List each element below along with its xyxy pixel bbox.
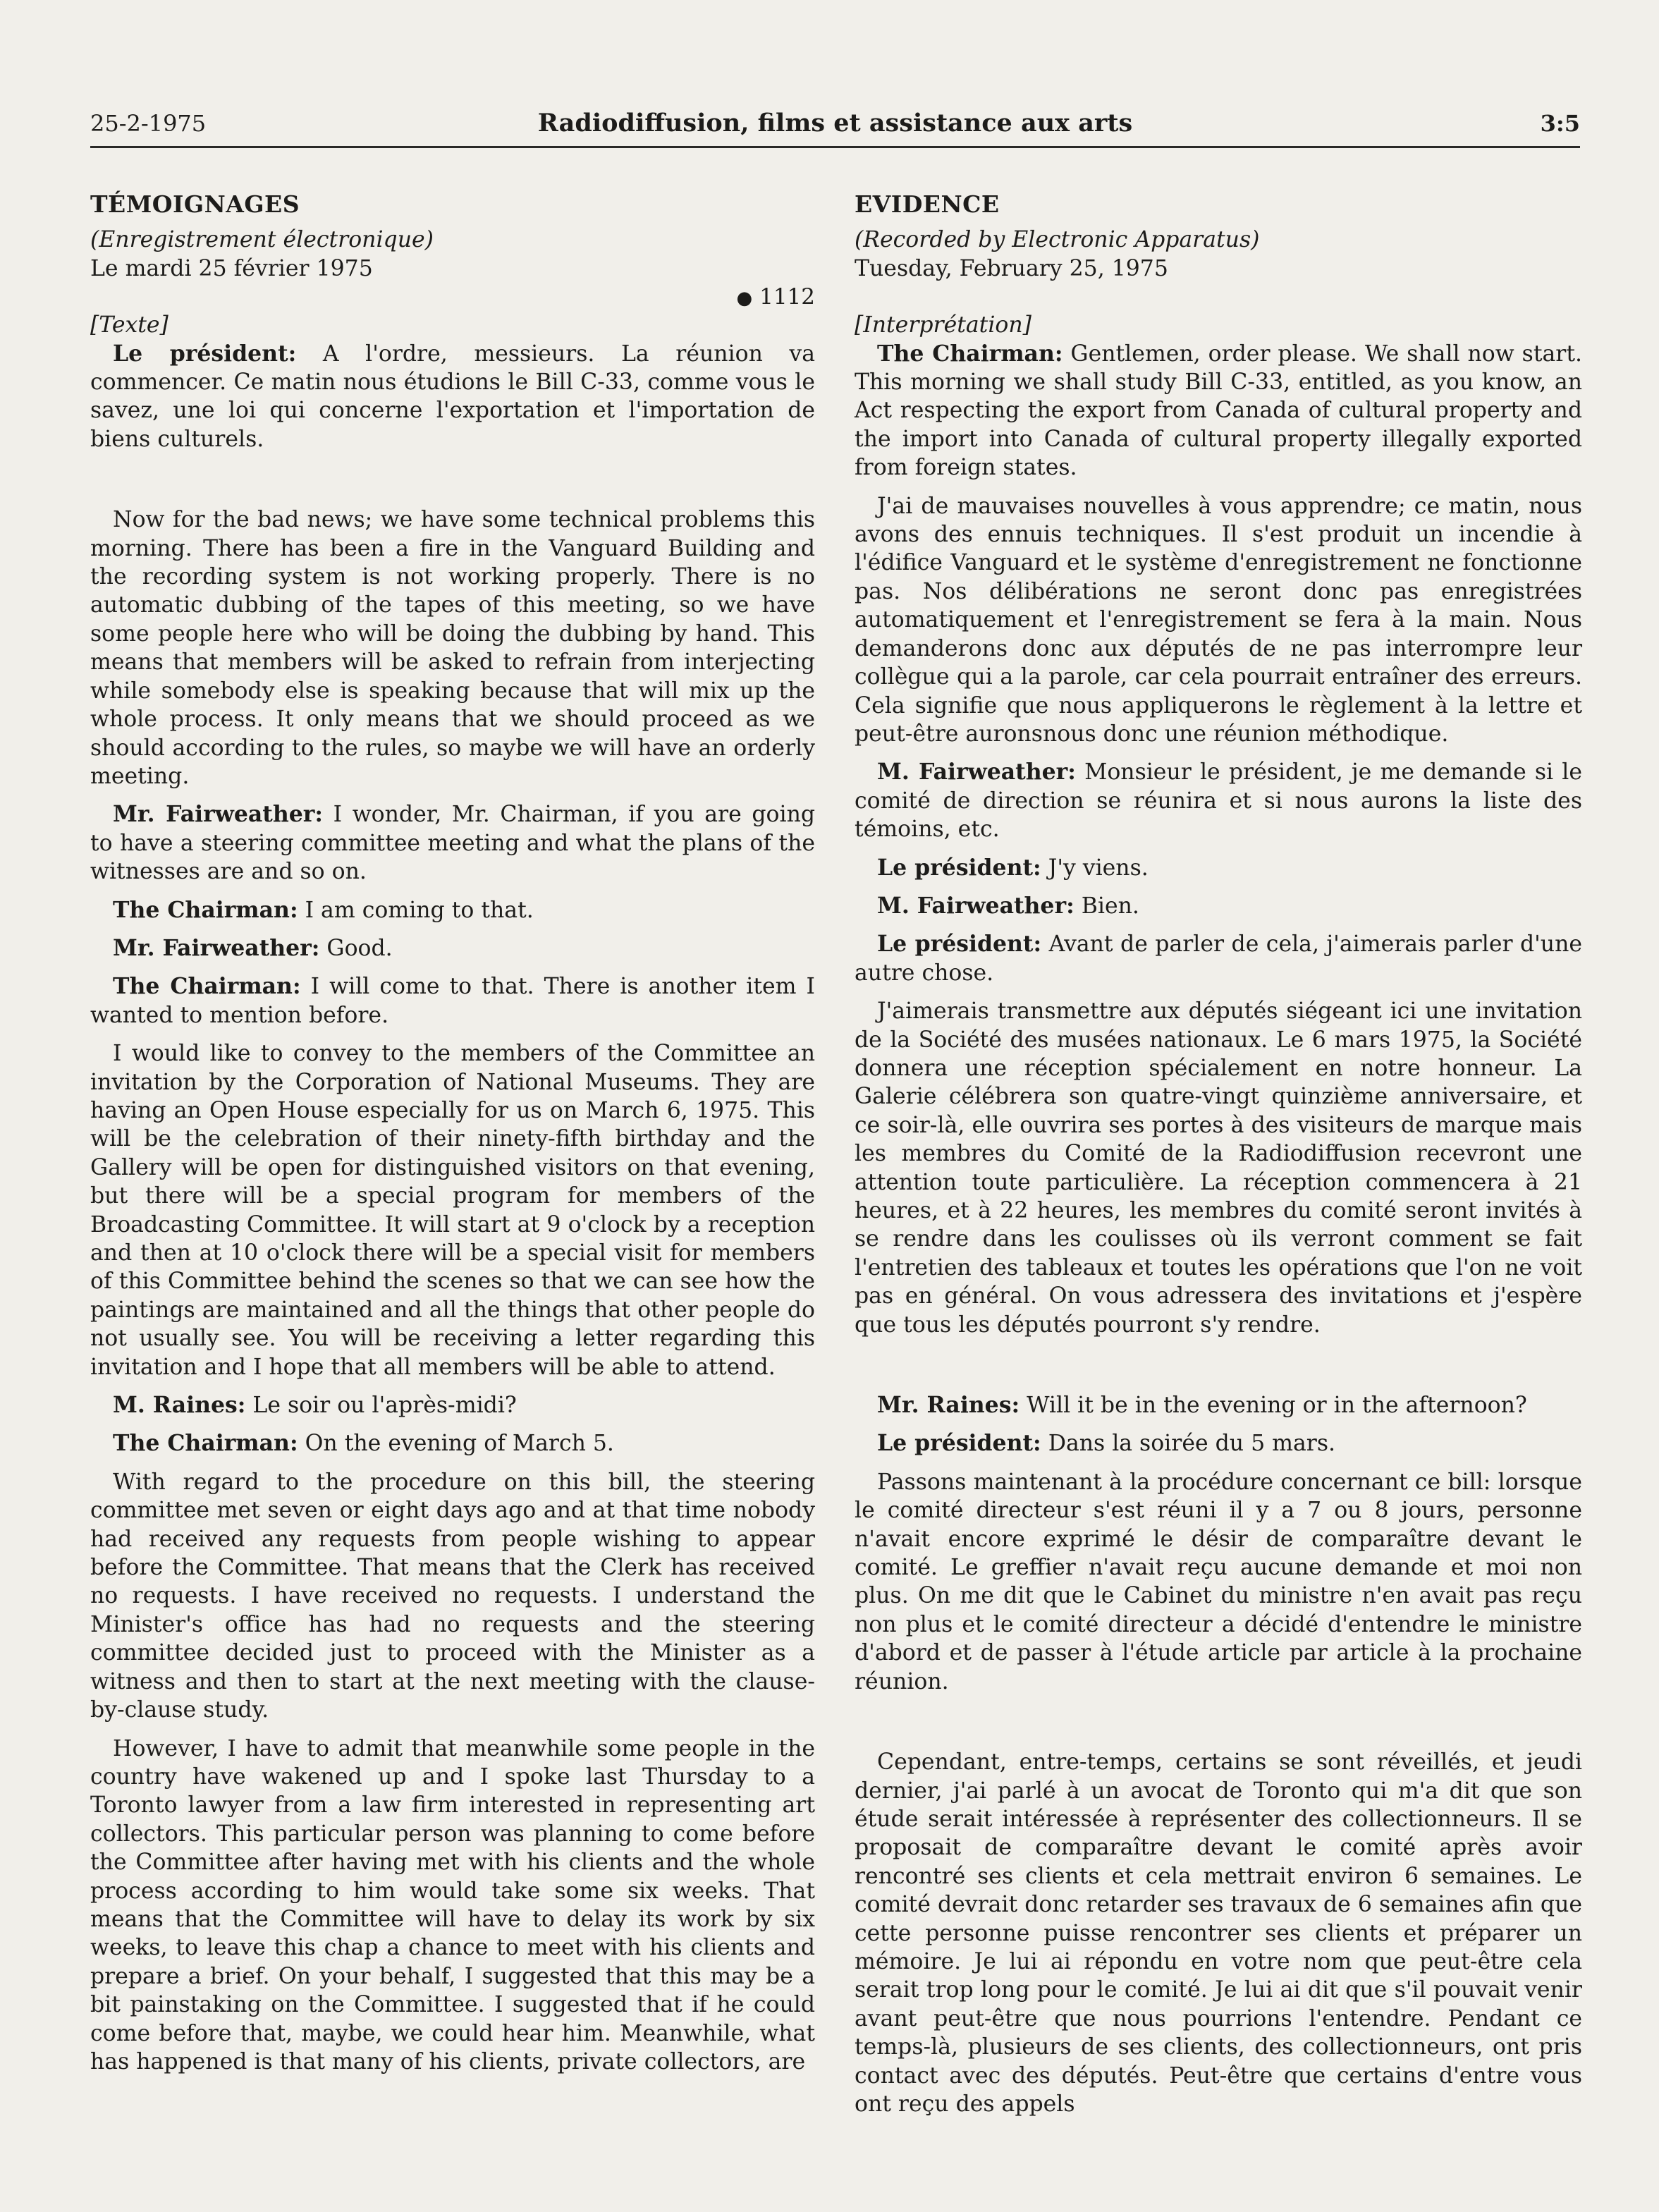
paragraph xyxy=(855,892,1582,920)
section-date: Le mardi 25 février 1975 xyxy=(90,255,373,281)
speaker: Le président: xyxy=(877,854,1041,881)
header-rule xyxy=(90,146,1580,148)
section-heading: TÉMOIGNAGES xyxy=(90,190,300,218)
speaker: The Chairman: xyxy=(113,896,298,923)
section-heading: EVIDENCE xyxy=(855,190,1000,218)
section-date: Tuesday, February 25, 1975 xyxy=(855,255,1168,281)
right-column xyxy=(855,190,1582,2128)
speech: A l'ordre, messieurs. La réunion va commencer. Ce matin nous étudions le Bill C-33, comme vous le savez, une loi qui concerne l'exportation et l'importation de biens culturels. xyxy=(90,341,816,452)
speaker: Le président: xyxy=(877,1430,1041,1457)
paragraph: With regard to the procedure on this bill, the steering committee met seven or eight days ago and at that time nobody had received any requests from people wishing to appear before the Committee. That means that the Clerk has received no requests. I have received no requests. I understand the Minister's office has had no requests and the steering committee decided just to proceed with the Minister as a witness and then to start at the next meeting with the clause-by-clause study. xyxy=(90,1469,815,1723)
speech: Will it be in the evening or in the afternoon? xyxy=(1027,1393,1527,1419)
speaker: Mr. Fairweather: xyxy=(113,801,324,828)
speaker: M. Fairweather: xyxy=(877,759,1076,786)
language-tag: [Interprétation] xyxy=(855,312,1031,338)
speech: Le soir ou l'après-midi? xyxy=(252,1393,517,1419)
paragraph xyxy=(90,972,815,1029)
speech: On the evening of March 5. xyxy=(305,1431,614,1457)
speech: Gentlemen, order please. We shall now start. This morning we shall study Bill C-33, entitled, as you know, an Act respecting the export from Canada of cultural property and the import into Canada of cultural property illegally exported from foreign states. xyxy=(855,341,1582,481)
section-subtitle: (Enregistrement électronique) xyxy=(90,227,434,253)
paragraph: However, I have to admit that meanwhile some people in the country have wakened up and I spoke last Thursday to a Toronto lawyer from a law firm interested in representing art collectors. This particular person was planning to come before the Committee after having met with his clients and the whole process according to him would take some six weeks. That means that the Committee will have to delay its work by six weeks, to leave this chap a chance to meet with his clients and prepare a brief. On your behalf, I suggested that this may be a bit painstaking on the Committee. I suggested that if he could come before that, maybe, we could hear him. Meanwhile, what has happened is that many of his clients, private collectors, are xyxy=(90,1735,815,2074)
paragraph: Now for the bad news; we have some technical problems this morning. There has been a fire in the Vanguard Building and the recording system is not working properly. There is no automatic dubbing of the tapes of this meeting, so we have some people here who will be doing the dubbing by hand. This means that members will be asked to refrain from interjecting while somebody else is speaking because that will mix up the whole process. It only means that we should proceed as we should according to the rules, so maybe we will have an orderly meeting. xyxy=(90,507,815,789)
page-number: 3:5 xyxy=(1540,110,1580,137)
paragraph: Cependant, entre-temps, certains se sont réveillés, et jeudi dernier, j'ai parlé à un avocat de Toronto qui m'a dit que son étude serait intéressée à représenter des collectionneurs. Il se proposait de comparaître devant le comité après avoir rencontré ses clients et cela mettrait environ 6 semaines. Le comité devrait donc retarder ses travaux de 6 semaines afin que cette personne puisse rencontrer ses clients et préparer un mémoire. Je lui ai répondu en votre nom que peut-être cela serait trop long pour le comité. Je lui ai dit que s'il pouvait venir avant peut-être que nous pourrions l'entendre. Pendant ce temps-là, plusieurs de ses clients, des collectionneurs, ont pris contact avec des députés. Peut-être que certains d'entre vous ont reçu des appels xyxy=(855,1749,1582,2117)
running-header xyxy=(90,106,1580,145)
language-tag: [Texte] xyxy=(90,312,169,338)
speaker: Le président: xyxy=(877,931,1042,958)
speech: Good. xyxy=(326,935,393,961)
paragraph xyxy=(90,1391,815,1419)
speech: I wonder, Mr. Chairman, if you are going to have a steering committee meeting and what the plans of the witnesses are and so on. xyxy=(90,802,816,885)
paragraph xyxy=(855,340,1582,482)
marker-spacer xyxy=(855,283,1582,311)
paragraph: J'aimerais transmettre aux députés siégeant ici une invitation de la Société des musées nationaux. Le 6 mars 1975, la Société donnera une réception spécialement en notre honneur. La Galerie célébrera son quatre-vingt quinzième anniversaire, et ce soir-là, elle ouvrira ses portes à des visiteurs de marque mais les membres du Comité de la Radiodiffusion recevront une attention toute particulière. La réception commencera à 21 heures, et à 22 heures, les membres du comité seront invités à se rendre dans les coulisses où ils verront comment se fait l'entretien des tableaux et toutes les opérations que l'on ne voit pas en général. On vous adressera des invitations et j'espère que tous les députés pourront s'y rendre. xyxy=(855,998,1582,1338)
paragraph xyxy=(90,934,815,963)
left-column xyxy=(90,190,815,2086)
paragraph xyxy=(90,896,815,924)
speaker: Mr. Raines: xyxy=(877,1392,1020,1419)
paragraph xyxy=(90,340,815,454)
section-subtitle: (Recorded by Electronic Apparatus) xyxy=(855,227,1260,253)
speech: I will come to that. There is another item I wanted to mention before. xyxy=(90,974,815,1028)
speaker: Mr. Fairweather: xyxy=(113,934,320,961)
bullet-icon: ● xyxy=(736,288,753,310)
speech: Dans la soirée du 5 mars. xyxy=(1048,1431,1336,1457)
speaker: The Chairman: xyxy=(877,340,1063,367)
paragraph: J'ai de mauvaises nouvelles à vous apprendre; ce matin, nous avons des ennuis techniques. Il s'est produit un incendie à l'édifice Vanguard et le système d'enregistrement ne fonctionne pas. Nos délibérations ne seront donc pas enregistrées automatiquement et l'enregistrement se fera à la main. Nous demanderons donc aux députés de ne pas interrompre leur collègue qui a la parole, car cela pourrait entraîner des erreurs. Cela signifie que nous appliquerons le règlement à la lettre et peut-être auronsnous donc une réunion méthodique. xyxy=(855,493,1582,747)
paragraph xyxy=(855,854,1582,882)
speaker: Le président: xyxy=(113,340,297,367)
paragraph xyxy=(855,1429,1582,1458)
paragraph: Passons maintenant à la procédure concernant ce bill: lorsque le comité directeur s'est réuni il y a 7 ou 8 jours, personne n'avait encore exprimé le désir de comparaître devant le comité. Le greffier n'avait reçu aucune demande et moi non plus. On me dit que le Cabinet du ministre n'en avait pas reçu non plus et le comité directeur a décidé d'entendre le ministre d'abord et de passer à l'étude article par article à la prochaine réunion. xyxy=(855,1469,1582,1694)
speech: Avant de parler de cela, j'aimerais parler d'une autre chose. xyxy=(855,931,1583,986)
time-marker xyxy=(90,283,815,311)
speech: Monsieur le président, je me demande si le comité de direction se réunira et si nous aurons la liste des témoins, etc. xyxy=(855,759,1583,843)
paragraph: I would like to convey to the members of the Committee an invitation by the Corporation of National Museums. They are having an Open House especially for us on March 6, 1975. This will be the celebration of their ninety-fifth birthday and the Gallery will be open for distinguished visitors on that evening, but there will be a special program for members of the Broadcasting Committee. It will start at 9 o'clock by a reception and then at 10 o'clock there will be a special visit for members of this Committee behind the scenes so that we can see how the paintings are maintained and all the things that other people do not usually see. You will be receiving a letter regarding this invitation and I hope that all members will be able to attend. xyxy=(90,1041,815,1380)
header-title: Radiodiffusion, films et assistance aux arts xyxy=(537,109,1133,138)
speaker: M. Fairweather: xyxy=(877,892,1075,919)
paragraph xyxy=(855,930,1582,987)
time-marker-value: 1112 xyxy=(759,284,815,310)
paragraph xyxy=(90,800,815,886)
speech: J'y viens. xyxy=(1048,855,1149,881)
paragraph xyxy=(855,758,1582,843)
speaker: The Chairman: xyxy=(113,973,301,1000)
header-date: 25-2-1975 xyxy=(90,110,207,137)
speech: I am coming to that. xyxy=(305,897,534,923)
speaker: M. Raines: xyxy=(113,1392,246,1419)
speaker: The Chairman: xyxy=(113,1430,298,1457)
paragraph xyxy=(855,1391,1582,1419)
speech: Bien. xyxy=(1081,893,1139,919)
paragraph xyxy=(90,1429,815,1458)
